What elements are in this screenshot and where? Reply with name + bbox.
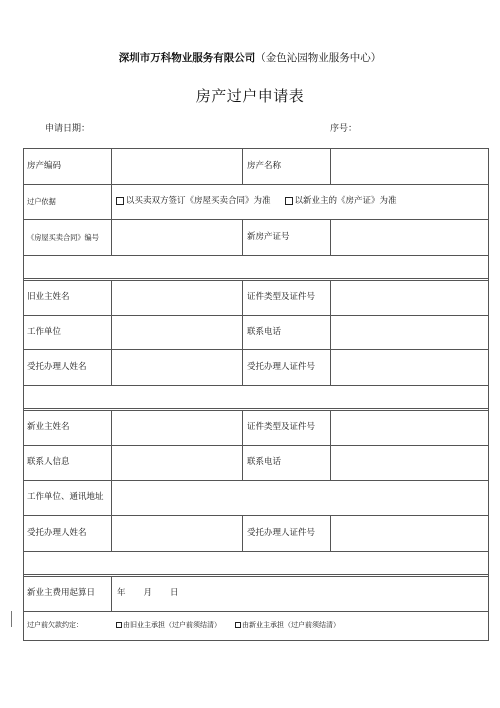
table-line: [242, 148, 243, 184]
old-owner-bears-option: 由旧业主承担（过户前须结清）: [123, 621, 221, 629]
new-owner-work-address-label: 工作单位、通讯地址: [27, 492, 104, 502]
table-border-bottom: [23, 640, 489, 641]
certificate-basis-option: 以新业主的《房产证》为准: [294, 196, 397, 206]
old-owner-phone-label: 联系电话: [247, 326, 282, 337]
table-line: [23, 408, 489, 409]
new-owner-contact-label: 联系人信息: [27, 457, 70, 467]
new-owner-agent-id-label: 受托办理人证件号: [247, 527, 316, 538]
old-owner-agent-id-label: 受托办理人证件号: [247, 361, 316, 372]
table-line: [23, 551, 489, 552]
transfer-basis-options: [116, 184, 397, 219]
property-code-label: 房产编码: [27, 160, 62, 171]
company-name: 深圳市万科物业服务有限公司: [118, 52, 256, 64]
new-certificate-number-label: 新房产证号: [247, 231, 290, 242]
application-date-label: 申请日期：: [45, 124, 91, 134]
contract-number-label: 《房屋买卖合同》编号: [27, 232, 99, 242]
table-line: [330, 515, 331, 551]
table-line: [23, 255, 489, 256]
form-title: 房产过户申请表: [195, 87, 305, 105]
table-line: [23, 278, 489, 279]
table-line: [111, 219, 112, 255]
company-header: [0, 51, 500, 65]
contract-basis-checkbox[interactable]: [116, 197, 124, 205]
old-owner-id-label: 证件类型及证件号: [247, 292, 316, 302]
table-line: [242, 515, 243, 551]
company-suffix: （金色沁园物业服务中心）: [255, 52, 382, 64]
table-line: [111, 576, 112, 611]
table-line: [330, 410, 331, 480]
table-line: [330, 148, 331, 184]
new-owner-agent-name-label: 受托办理人姓名: [27, 527, 87, 538]
serial-number-label: 序号：: [330, 124, 358, 134]
new-owner-name-label: 新业主姓名: [27, 422, 70, 432]
new-owner-bears-checkbox[interactable]: [235, 622, 241, 628]
table-line: [242, 219, 243, 255]
fee-start-date-field[interactable]: [117, 576, 179, 611]
old-owner-agent-name-label: 受托办理人姓名: [27, 361, 87, 372]
table-line: [330, 219, 331, 255]
form-table: [23, 148, 489, 641]
month-label: 月: [143, 588, 153, 598]
old-owner-bears-checkbox[interactable]: [116, 622, 122, 628]
old-owner-name-label: 旧业主姓名: [27, 292, 70, 302]
table-line: [242, 280, 243, 385]
property-name-label: 房产名称: [247, 160, 282, 171]
contract-basis-option: 以买卖双方签订《房屋买卖合同》为准: [126, 196, 271, 206]
year-label: 年: [117, 588, 126, 598]
table-line: [242, 410, 243, 480]
old-owner-work-unit-label: 工作单位: [27, 326, 62, 337]
fee-start-date-label: 新业主费用起算日: [27, 588, 96, 598]
table-line: [111, 515, 112, 551]
table-line: [330, 280, 331, 385]
table-line: [111, 410, 112, 480]
table-line: [111, 480, 112, 515]
table-line: [23, 385, 489, 386]
table-border-right: [488, 148, 489, 641]
table-line: [111, 184, 112, 219]
table-border-left: [23, 148, 24, 641]
transfer-basis-label: 过户依据: [27, 197, 56, 206]
arrears-agreement-label: 过户前欠款约定：: [27, 621, 83, 629]
new-owner-id-label: 证件类型及证件号: [247, 422, 316, 432]
binding-margin-mark: [11, 611, 12, 627]
table-line: [23, 574, 489, 575]
day-label: 日: [170, 588, 179, 598]
table-line: [111, 148, 112, 184]
table-line: [111, 280, 112, 385]
certificate-basis-checkbox[interactable]: [285, 197, 293, 205]
new-owner-phone-label: 联系电话: [247, 457, 282, 467]
new-owner-bears-option: 由新业主承担（过户前须结清）: [242, 621, 340, 629]
arrears-options: [116, 611, 340, 640]
